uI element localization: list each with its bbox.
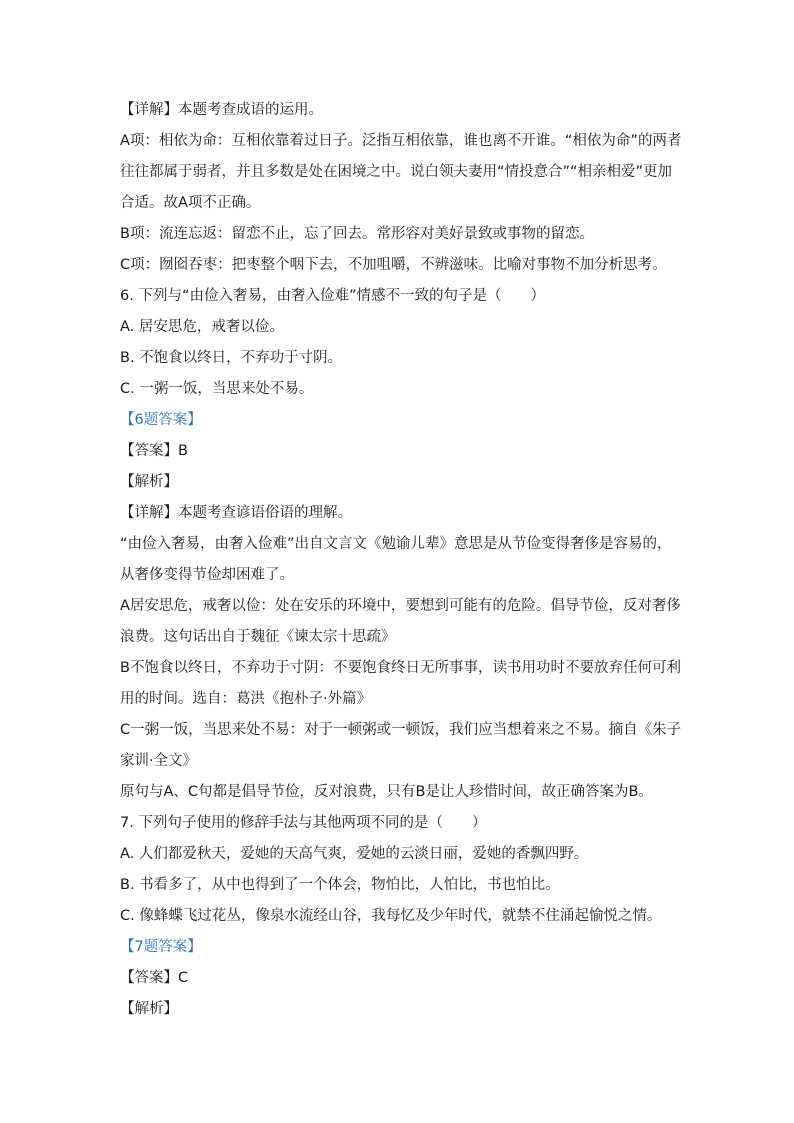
explanation-option-a-cont1: 往往都属于弱者，并且多数是处在困境之中。说白领夫妻用“情投意合”“相亲相爱”更加	[120, 164, 673, 180]
answer-heading-6: 【6题答案】	[120, 412, 202, 428]
detail-heading-5: 【详解】本题考查成语的运用。	[120, 102, 323, 118]
analysis-heading-6: 【解析】	[120, 474, 178, 490]
detail-6-option-a: A居安思危，戒奢以俭：处在安乐的环境中，要想到可能有的危险。倡导节俭，反对奢侈	[120, 598, 681, 614]
question-7-option-c: C. 像蜂蝶飞过花丛，像泉水流经山谷，我每忆及少年时代，就禁不住涌起愉悦之情。	[120, 908, 662, 924]
detail-6-option-c-cont: 家训·全文》	[120, 753, 198, 769]
question-6-option-c: C. 一粥一饭，当思来处不易。	[120, 381, 314, 397]
document-page	[120, 100, 710, 1030]
question-6: 6. 下列与“由俭入奢易，由奢入俭难”情感不一致的句子是（ ）	[120, 288, 545, 304]
question-7: 7. 下列句子使用的修辞手法与其他两项不同的是（ ）	[120, 815, 487, 831]
explanation-option-c: C项：囫囵吞枣：把枣整个咽下去，不加咀嚼，不辨滋味。比喻对事物不加分析思考。	[120, 257, 667, 273]
detail-6-option-b-cont: 用的时间。选自：葛洪《抱朴子·外篇》	[120, 691, 372, 707]
explanation-option-b: B项：流连忘返：留恋不止，忘了回去。常形容对美好景致或事物的留恋。	[120, 226, 594, 242]
answer-7: 【答案】C	[120, 970, 189, 986]
analysis-heading-7: 【解析】	[120, 1001, 178, 1017]
explanation-option-a: A项：相依为命：互相依靠着过日子。泛指互相依靠，谁也离不开谁。“相依为命”的两者	[120, 133, 682, 149]
detail-6-para1-cont: 从奢侈变得节俭却困难了。	[120, 567, 294, 583]
explanation-option-a-cont2: 合适。故A项不正确。	[120, 195, 261, 211]
question-7-option-a: A. 人们都爱秋天，爱她的天高气爽，爱她的云淡日丽，爱她的香飘四野。	[120, 846, 589, 862]
question-7-option-b: B. 书看多了，从中也得到了一个体会，物怕比，人怕比，书也怕比。	[120, 877, 560, 893]
detail-6-para1: “由俭入奢易，由奢入俭难”出自文言文《勉谕儿辈》意思是从节俭变得奢侈是容易的，	[120, 536, 672, 552]
answer-heading-7: 【7题答案】	[120, 939, 202, 955]
answer-6: 【答案】B	[120, 443, 188, 459]
detail-6-conclusion: 原句与A、C句都是倡导节俭，反对浪费，只有B是让人珍惜时间，故正确答案为B。	[120, 784, 653, 800]
detail-6-option-c: C一粥一饭，当思来处不易：对于一顿粥或一顿饭，我们应当想着来之不易。摘自《朱子	[120, 722, 682, 738]
question-6-option-a: A. 居安思危，戒奢以俭。	[120, 319, 284, 335]
detail-6-option-a-cont: 浪费。这句话出自于魏征《谏太宗十思疏》	[120, 629, 396, 645]
detail-6-option-b: B不饱食以终日，不弃功于寸阴：不要饱食终日无所事事，读书用功时不要放弃任何可利	[120, 660, 681, 676]
detail-heading-6: 【详解】本题考查谚语俗语的理解。	[120, 505, 352, 521]
question-6-option-b: B. 不饱食以终日，不弃功于寸阴。	[120, 350, 343, 366]
